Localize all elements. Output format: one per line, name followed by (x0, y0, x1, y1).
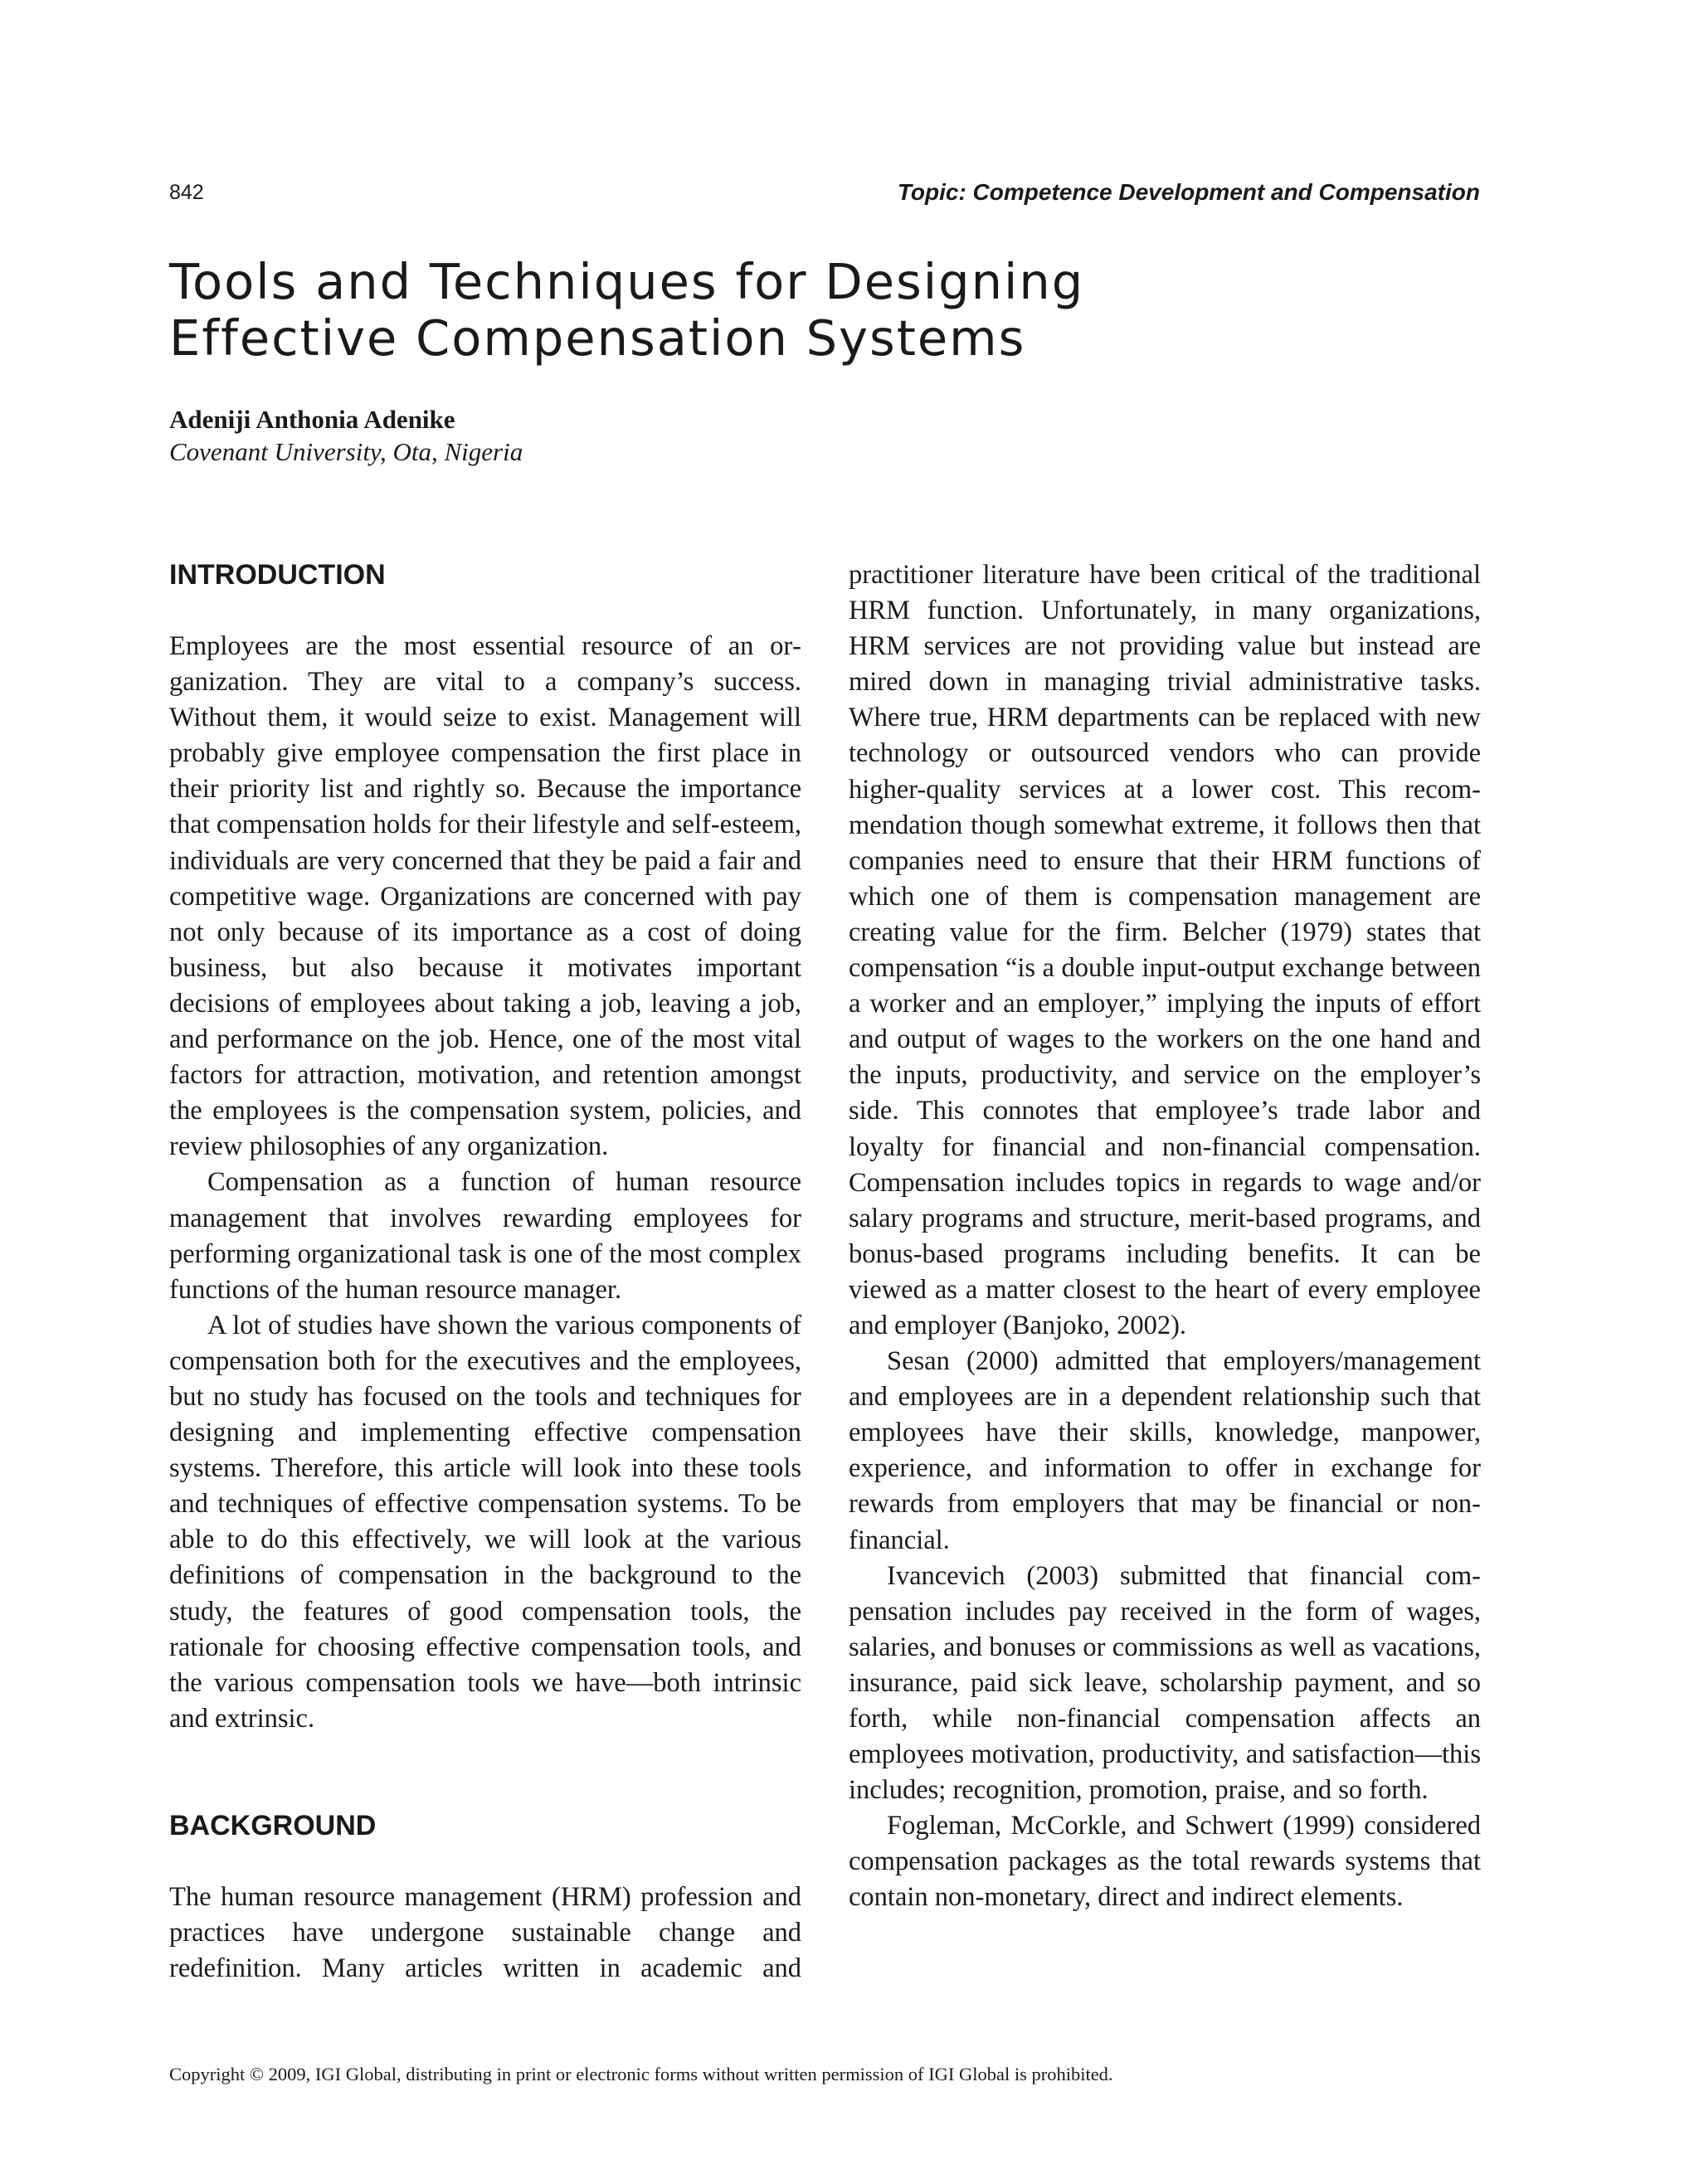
left-column (169, 557, 801, 1987)
background-paragraph-1: The human resource management (HRM) profession and practices have undergone sustainable change and redefinition. Many articles written in academic and (169, 1881, 801, 1984)
background-paragraph-1-continued: practitioner literature have been critical of the traditional HRM function. Unfortunately, in many organizations, HRM services are not providing value but instead are mired down in managing trivial administrative tasks. Where true, HRM departments can be replaced with new technology or outsourced vendors who can provide higher-quality services at a lower cost. This recommendation though somewhat extreme, it follows then that companies need to ensure that their HRM functions of which one of them is compensation management are creating value for the firm. Belcher (1979) states that compensation “is a double input-output exchange between a worker and an employer,” implying the inputs of effort and output of wages to the workers on the one hand and the inputs, productivity, and service on the employer’s side. This connotes that employee’s trade labor and loyalty for financial and non-financial compensation. Compensation includes topics in regards to wage and/or salary programs and structure, merit-based programs, and bonus-based programs including benefits. It can be viewed as a matter closest to the heart of every employee and employer (Banjoko, 2002). (849, 560, 1481, 1340)
copyright-notice: Copyright © 2009, IGI Global, distributing in print or electronic forms without written permission of IGI Global is prohibited. (169, 2064, 1113, 2084)
introduction-paragraph-3: A lot of studies have shown the various components of compensation both for the executives and the employees, but no study has focused on the tools and techniques for designing and implementing effective compensation systems. Therefore, this article will look into these tools and techniques of effective compensation systems. To be able to do this effectively, we will look at the various definitions of compensation in the background to the study, the features of good compensation tools, the rationale for choosing effective compensation tools, and the various compensation tools we have—both intrinsic and extrinsic. (169, 1310, 801, 1734)
page-number: 842 (169, 181, 204, 204)
article-title (169, 254, 1331, 367)
background-paragraph-2: Sesan (2000) admitted that employers/management and employees are in a dependent relationship such that employees have their skills, knowledge, manpower, experience, and information to offer in exchange for rewards from employers that may be financial or non-financial. (849, 1346, 1481, 1555)
right-column (849, 557, 1481, 1916)
article-title-line-1: Tools and Techniques for Designing (169, 253, 1085, 310)
topic-header: Topic: Competence Development and Compensation (897, 179, 1480, 205)
background-paragraph-3: Ivancevich (2003) submitted that financial compensation includes pay received in the form of wages, salaries, and bonuses or commissions as well as vacations, insurance, paid sick leave, scholarship payment, and so forth, while non-financial compensation affects an employees motivation, productivity, and satisfaction—this includes; recognition, promotion, praise, and so forth. (849, 1560, 1481, 1806)
introduction-paragraph-1: Employees are the most essential resource of an organization. They are vital to a company’s success. Without them, it would seize to exist. Management will probably give employee compensation the first place in their priority list and rightly so. Because the importance that compensation holds for their lifestyle and self-esteem, individuals are very concerned that they be paid a fair and competitive wage. Organizations are concerned with pay not only because of its importance as a cost of doing business, but also because it motivates important decisions of employees about taking a job, leaving a job, and performance on the job. Hence, one of the most vital factors for attraction, motivation, and retention amongst the employees is the compensation system, policies, and review philosophies of any organization. (169, 631, 801, 1162)
introduction-heading: INTRODUCTION (169, 559, 386, 591)
background-heading: BACKGROUND (169, 1809, 377, 1841)
author-name: Adeniji Anthonia Adenike (169, 405, 455, 434)
article-title-line-2: Effective Compensation Systems (169, 309, 1026, 367)
introduction-paragraph-2: Compensation as a function of human resource management that involves rewarding employees for performing organizational task is one of the most complex functions of the human resource manager. (169, 1167, 801, 1305)
background-paragraph-4: Fogleman, McCorkle, and Schwert (1999) considered compensation packages as the total rewards systems that contain non-monetary, direct and indirect elements. (849, 1811, 1481, 1913)
author-affiliation: Covenant University, Ota, Nigeria (169, 437, 523, 466)
